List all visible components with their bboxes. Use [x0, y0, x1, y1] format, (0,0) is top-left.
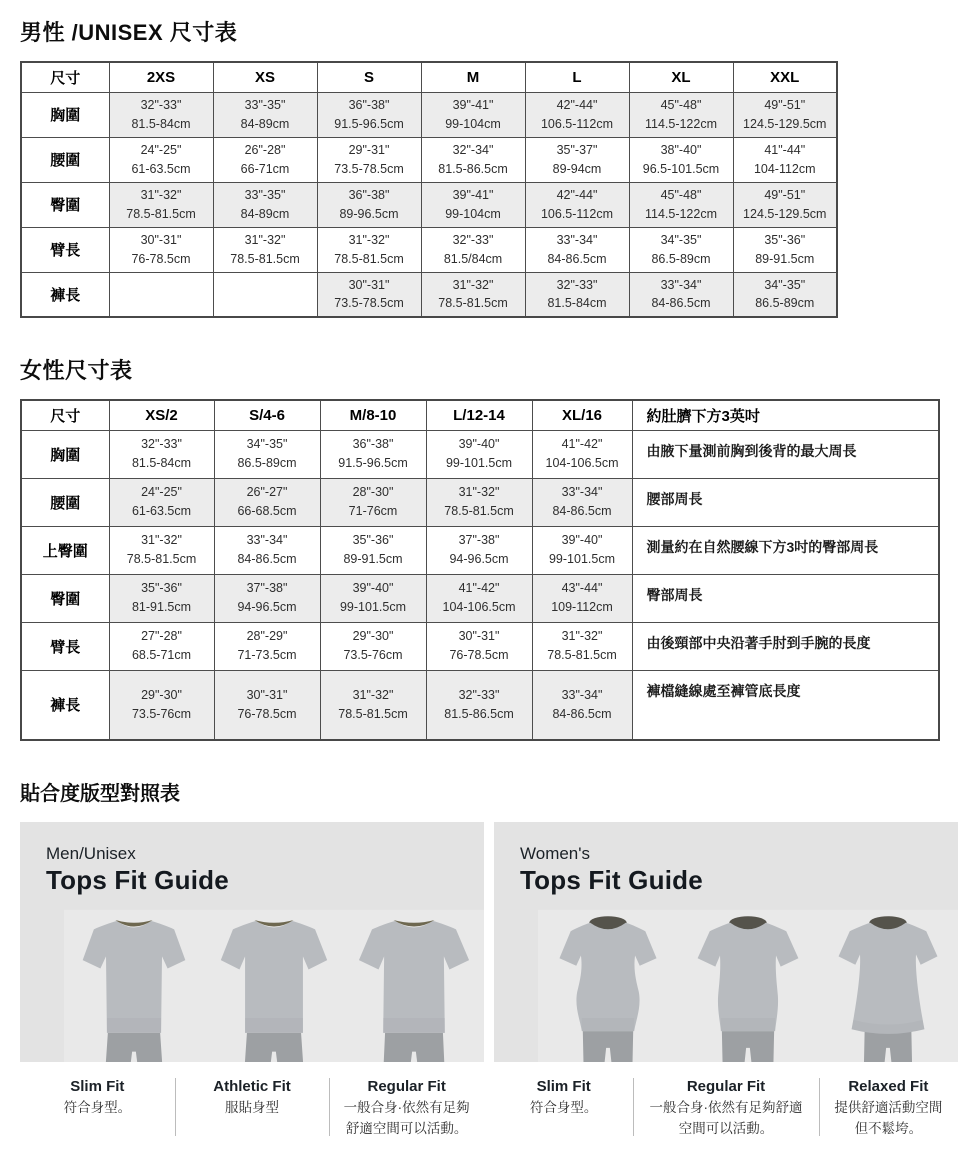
size-cm: 84-86.5cm — [547, 251, 607, 266]
size-cell — [733, 227, 837, 272]
size-table — [20, 61, 838, 318]
shirt-image-womens-relaxed — [818, 906, 958, 1062]
size-inches: 31"-32" — [141, 533, 182, 548]
size-inches: 36"-38" — [348, 97, 390, 112]
size-cell — [320, 670, 426, 740]
size-cm: 61-63.5cm — [131, 161, 191, 176]
size-inches: 30"-31" — [348, 277, 390, 292]
size-cm: 124.5-129.5cm — [743, 206, 827, 221]
shirt-image-row — [494, 906, 958, 1062]
column-header: M/8-10 — [320, 400, 426, 430]
size-inches: 39"-41" — [452, 97, 494, 112]
fit-card-title: Tops Fit Guide — [520, 865, 703, 895]
fit-label — [494, 1076, 633, 1140]
size-inches: 28"-29" — [246, 629, 288, 644]
shirt-image-mens-athletic — [204, 906, 344, 1062]
size-cm: 84-89cm — [240, 116, 290, 131]
size-inches: 45"-48" — [660, 187, 702, 202]
size-cell — [629, 182, 733, 227]
row-label: 胸圍 — [21, 92, 109, 137]
size-inches: 24"-25" — [141, 485, 182, 500]
size-cell — [629, 227, 733, 272]
size-cm: 78.5-81.5cm — [444, 504, 514, 518]
size-cm: 61-63.5cm — [131, 504, 192, 518]
size-cell — [109, 92, 213, 137]
size-cell — [213, 227, 317, 272]
fit-name: Regular Fit — [686, 1078, 766, 1095]
fit-guide-section-title: 貼合度版型對照表 — [20, 783, 180, 805]
size-inches: 32"-33" — [141, 437, 182, 452]
shirt-image-row — [20, 906, 484, 1062]
fit-name: Athletic Fit — [213, 1078, 291, 1095]
size-cm: 73.5-76cm — [343, 648, 403, 662]
size-cm: 94-96.5cm — [449, 552, 509, 566]
size-cell — [426, 526, 532, 574]
column-header: L — [525, 62, 629, 92]
size-cm: 81-91.5cm — [131, 600, 192, 614]
size-cm: 114.5-122cm — [644, 116, 718, 131]
size-cell — [629, 92, 733, 137]
table-row — [21, 182, 837, 227]
fit-card-subtitle: Women's — [520, 844, 591, 863]
size-cell — [532, 574, 632, 622]
size-cell — [214, 526, 320, 574]
table-row — [21, 92, 837, 137]
size-cell — [421, 137, 525, 182]
size-cell — [525, 272, 629, 317]
size-inches: 33"-34" — [660, 277, 702, 292]
size-cell — [109, 182, 213, 227]
table-row — [21, 430, 939, 478]
size-cm: 68.5-71cm — [131, 648, 192, 662]
size-cell — [109, 227, 213, 272]
fit-label — [175, 1076, 330, 1140]
size-cell — [317, 137, 421, 182]
fit-card-womens — [494, 822, 958, 1140]
size-cm: 78.5-81.5cm — [230, 251, 300, 266]
size-cm: 76-78.5cm — [449, 648, 509, 662]
size-cm: 86.5-89cm — [755, 296, 815, 311]
size-cm: 66-71cm — [240, 161, 290, 176]
size-cell — [109, 670, 214, 740]
size-table — [20, 399, 940, 741]
size-inches: 36"-38" — [352, 437, 394, 452]
size-cell — [733, 182, 837, 227]
size-cm: 73.5-76cm — [131, 706, 192, 721]
measure-description: 腰部周長 — [632, 478, 939, 526]
shirt-image-mens-slim — [64, 906, 204, 1062]
size-inches: 49"-51" — [764, 187, 806, 202]
measure-description: 褲檔縫線處至褲管底長度 — [632, 670, 939, 740]
fit-description: 服貼身型 — [225, 1100, 279, 1115]
size-cm: 78.5-81.5cm — [338, 706, 408, 721]
size-inches: 39"-41" — [452, 187, 494, 202]
size-inches: 30"-31" — [246, 688, 288, 702]
size-inches: 31"-32" — [458, 485, 500, 500]
size-cell — [109, 137, 213, 182]
row-label: 褲長 — [21, 272, 109, 317]
size-cell — [317, 272, 421, 317]
size-cm: 66-68.5cm — [237, 504, 297, 518]
size-cm: 91.5-96.5cm — [334, 116, 404, 131]
size-cm: 104-112cm — [753, 161, 816, 176]
size-inches: 41"-42" — [561, 437, 603, 452]
fit-label — [329, 1076, 484, 1140]
fit-name: Relaxed Fit — [848, 1078, 929, 1095]
size-inches: 33"-34" — [561, 688, 603, 702]
size-cm: 78.5-81.5cm — [334, 251, 404, 266]
row-label: 褲長 — [21, 670, 109, 740]
fit-description: 一般合身·依然有足夠舒適空間可以活動。 — [343, 1100, 470, 1136]
table-row — [21, 478, 939, 526]
size-inches: 31"-32" — [348, 232, 390, 247]
size-cm: 76-78.5cm — [131, 251, 191, 266]
size-inches: 32"-33" — [458, 688, 500, 702]
size-inches: 27"-28" — [141, 629, 182, 644]
size-cell — [525, 182, 629, 227]
row-label: 腰圍 — [21, 478, 109, 526]
size-inches: 34"-35" — [246, 437, 288, 452]
size-cell — [421, 182, 525, 227]
fit-label — [633, 1076, 818, 1140]
size-inches: 33"-35" — [244, 187, 286, 202]
size-cell — [532, 622, 632, 670]
size-cell — [213, 137, 317, 182]
size-inches: 34"-35" — [764, 277, 806, 292]
size-inches: 39"-40" — [352, 581, 394, 596]
size-cm: 81.5-84cm — [547, 296, 607, 311]
column-header: 尺寸 — [21, 62, 109, 92]
size-cm: 81.5-86.5cm — [444, 706, 514, 721]
table-row — [21, 574, 939, 622]
size-inches: 32"-33" — [556, 277, 598, 292]
size-cm: 78.5-81.5cm — [438, 296, 508, 311]
size-inches: 32"-34" — [452, 142, 494, 157]
size-cm: 84-86.5cm — [552, 504, 612, 518]
row-label: 臀圍 — [21, 574, 109, 622]
size-cell — [532, 430, 632, 478]
size-inches: 33"-34" — [556, 232, 598, 247]
size-inches: 42"-44" — [556, 187, 598, 202]
size-cm: 84-86.5cm — [237, 552, 297, 566]
size-cell — [532, 478, 632, 526]
measure-description: 測量約在自然腰線下方3吋的臀部周長 — [632, 526, 939, 574]
size-inches: 31"-32" — [561, 629, 603, 644]
size-inches: 42"-44" — [556, 97, 598, 112]
size-cell — [214, 430, 320, 478]
size-cell — [426, 574, 532, 622]
table-row — [21, 622, 939, 670]
table-row — [21, 526, 939, 574]
mens-section-title: 男性 /UNISEX 尺寸表 — [20, 20, 238, 45]
fit-description: 提供舒適活動空間但不鬆垮。 — [834, 1100, 943, 1136]
fit-label — [20, 1076, 175, 1140]
row-label: 胸圍 — [21, 430, 109, 478]
table-row — [21, 227, 837, 272]
column-header: XL — [629, 62, 733, 92]
size-inches: 32"-33" — [140, 97, 182, 112]
size-inches: 37"-38" — [246, 581, 288, 596]
size-inches: 29"-31" — [348, 142, 390, 157]
size-cell — [525, 227, 629, 272]
size-inches: 30"-31" — [140, 232, 182, 247]
size-inches: 31"-32" — [140, 187, 182, 202]
size-cell — [213, 182, 317, 227]
size-cell — [525, 92, 629, 137]
size-inches: 31"-32" — [352, 688, 394, 702]
fit-guide-cards — [20, 822, 958, 1140]
measure-description: 臀部周長 — [632, 574, 939, 622]
size-inches: 45"-48" — [660, 97, 702, 112]
size-inches: 41"-42" — [458, 581, 500, 596]
size-inches: 24"-25" — [140, 142, 182, 157]
size-cell — [109, 574, 214, 622]
header-row — [21, 400, 939, 430]
size-cm: 86.5-89cm — [237, 456, 297, 470]
size-cm: 84-86.5cm — [651, 296, 711, 311]
measure-description: 由腋下量測前胸到後背的最大周長 — [632, 430, 939, 478]
column-header: L/12-14 — [426, 400, 532, 430]
size-cm: 73.5-78.5cm — [334, 296, 404, 311]
size-cell — [426, 478, 532, 526]
size-cell — [320, 574, 426, 622]
size-cm: 99-101.5cm — [445, 456, 512, 470]
size-cell — [317, 227, 421, 272]
size-cm: 106.5-112cm — [540, 116, 614, 131]
size-cm: 91.5-96.5cm — [338, 456, 408, 470]
size-cm: 81.5/84cm — [443, 251, 503, 266]
size-cell — [426, 670, 532, 740]
size-inches: 29"-30" — [352, 629, 394, 644]
size-inches: 31"-32" — [244, 232, 286, 247]
womens-section-title: 女性尺寸表 — [20, 358, 133, 383]
size-cell — [109, 430, 214, 478]
size-inches: 26"-27" — [246, 485, 288, 500]
fit-card-subtitle: Men/Unisex — [46, 844, 136, 863]
size-inches: 28"-30" — [352, 485, 394, 500]
size-cm: 84-86.5cm — [552, 706, 612, 721]
fit-description: 符合身型。 — [529, 1100, 598, 1115]
row-label: 腰圍 — [21, 137, 109, 182]
size-cm: 124.5-129.5cm — [743, 116, 827, 131]
column-header: XS — [213, 62, 317, 92]
size-cell — [733, 272, 837, 317]
header-row — [21, 62, 837, 92]
size-cell — [214, 670, 320, 740]
fit-card-mens — [20, 822, 484, 1140]
size-cm: 114.5-122cm — [644, 206, 718, 221]
size-cm: 78.5-81.5cm — [547, 648, 617, 662]
fit-description: 一般合身·依然有足夠舒適空間可以活動。 — [649, 1100, 803, 1136]
size-inches: 26"-28" — [244, 142, 286, 157]
size-inches: 33"-34" — [561, 485, 603, 500]
fit-card-photo-area — [494, 822, 958, 1062]
size-cell — [317, 92, 421, 137]
size-cm: 86.5-89cm — [651, 251, 711, 266]
size-inches: 35"-37" — [556, 142, 598, 157]
size-cm: 99-104cm — [445, 206, 501, 221]
size-cm: 78.5-81.5cm — [126, 552, 197, 566]
shirt-image-mens-regular — [344, 906, 484, 1062]
size-cm: 81.5-84cm — [131, 116, 191, 131]
row-label: 臂長 — [21, 622, 109, 670]
size-cell — [733, 92, 837, 137]
size-cell — [109, 272, 213, 317]
column-header: S — [317, 62, 421, 92]
size-inches: 35"-36" — [141, 581, 182, 596]
table-row — [21, 670, 939, 740]
size-inches: 35"-36" — [764, 232, 806, 247]
fit-name: Slim Fit — [536, 1078, 591, 1095]
size-inches: 39"-40" — [458, 437, 500, 452]
fit-label — [819, 1076, 958, 1140]
fit-labels-row — [20, 1062, 484, 1140]
size-cm: 89-96.5cm — [339, 206, 399, 221]
size-inches: 49"-51" — [764, 97, 806, 112]
column-header: XL/16 — [532, 400, 632, 430]
size-cm: 84-89cm — [240, 206, 290, 221]
size-cm: 94-96.5cm — [237, 600, 297, 614]
size-cm: 96.5-101.5cm — [642, 161, 720, 176]
size-cell — [320, 478, 426, 526]
column-header: XS/2 — [109, 400, 214, 430]
size-cell — [426, 622, 532, 670]
measure-description: 由後頸部中央沿著手肘到手腕的長度 — [632, 622, 939, 670]
size-cell — [421, 272, 525, 317]
size-cm: 109-112cm — [551, 600, 613, 614]
column-header: S/4-6 — [214, 400, 320, 430]
size-cell — [532, 670, 632, 740]
column-header: 約肚臍下方3英吋 — [632, 400, 939, 430]
mens-size-table — [20, 61, 960, 318]
size-cm: 81.5-86.5cm — [438, 161, 508, 176]
size-cell — [629, 272, 733, 317]
fit-labels-row — [494, 1062, 958, 1140]
size-cell — [214, 478, 320, 526]
size-inches: 36"-38" — [348, 187, 390, 202]
table-row — [21, 137, 837, 182]
size-cell — [109, 478, 214, 526]
size-inches: 33"-35" — [244, 97, 286, 112]
fit-name: Slim Fit — [70, 1078, 125, 1095]
size-inches: 31"-32" — [452, 277, 494, 292]
size-cm: 89-91.5cm — [343, 552, 403, 566]
size-cell — [317, 182, 421, 227]
size-cell — [532, 526, 632, 574]
size-cell — [320, 526, 426, 574]
size-inches: 37"-38" — [458, 533, 500, 548]
column-header: XXL — [733, 62, 837, 92]
size-cell — [320, 622, 426, 670]
size-inches: 30"-31" — [458, 629, 500, 644]
size-cm: 106.5-112cm — [540, 206, 614, 221]
shirt-image-womens-regular — [678, 906, 818, 1062]
size-cell — [525, 137, 629, 182]
size-cm: 73.5-78.5cm — [334, 161, 404, 176]
size-cm: 71-73.5cm — [237, 648, 297, 662]
size-inches: 39"-40" — [561, 533, 603, 548]
size-inches: 41"-44" — [764, 142, 806, 157]
size-cm: 71-76cm — [348, 504, 398, 518]
row-label: 臂長 — [21, 227, 109, 272]
size-cm: 99-101.5cm — [548, 552, 615, 566]
size-cm: 104-106.5cm — [545, 456, 619, 470]
table-row — [21, 272, 837, 317]
fit-card-photo-area — [20, 822, 484, 1062]
size-cm: 89-94cm — [552, 161, 602, 176]
column-header: 尺寸 — [21, 400, 109, 430]
column-header: 2XS — [109, 62, 213, 92]
column-header: M — [421, 62, 525, 92]
size-cm: 89-91.5cm — [755, 251, 815, 266]
size-cell — [214, 622, 320, 670]
size-cm: 78.5-81.5cm — [126, 206, 196, 221]
size-cell — [629, 137, 733, 182]
fit-description: 符合身型。 — [63, 1100, 132, 1115]
size-inches: 35"-36" — [352, 533, 394, 548]
size-inches: 32"-33" — [452, 232, 494, 247]
shirt-image-womens-slim — [538, 906, 678, 1062]
size-inches: 34"-35" — [660, 232, 702, 247]
size-inches: 43"-44" — [561, 581, 603, 596]
size-cell — [213, 92, 317, 137]
womens-size-table — [20, 399, 960, 741]
size-cell — [109, 622, 214, 670]
size-cm: 81.5-84cm — [131, 456, 192, 470]
size-cm: 76-78.5cm — [237, 706, 297, 721]
size-cm: 99-101.5cm — [339, 600, 406, 614]
fit-name: Regular Fit — [367, 1078, 446, 1095]
size-cm: 104-106.5cm — [442, 600, 516, 614]
row-label: 上臀圍 — [21, 526, 109, 574]
row-label: 臀圍 — [21, 182, 109, 227]
size-cell — [733, 137, 837, 182]
size-cell — [109, 526, 214, 574]
size-cell — [213, 272, 317, 317]
size-cell — [421, 92, 525, 137]
size-inches: 29"-30" — [141, 688, 182, 702]
fit-card-title: Tops Fit Guide — [46, 865, 229, 895]
size-inches: 33"-34" — [246, 533, 288, 548]
size-cm: 99-104cm — [445, 116, 501, 131]
size-cell — [320, 430, 426, 478]
size-inches: 38"-40" — [660, 142, 702, 157]
size-cell — [426, 430, 532, 478]
size-cell — [214, 574, 320, 622]
size-cell — [421, 227, 525, 272]
